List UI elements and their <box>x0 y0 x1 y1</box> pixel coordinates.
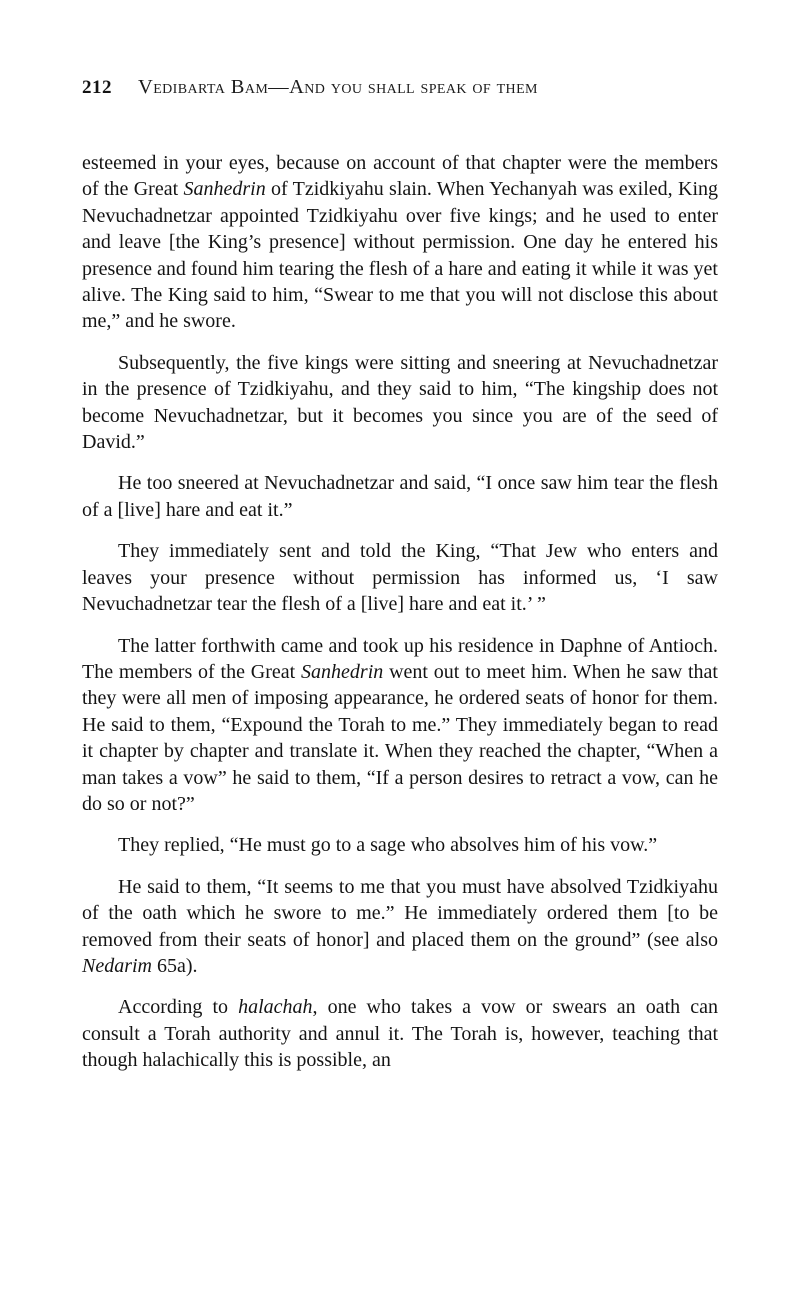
paragraph <box>82 994 718 1073</box>
paragraph <box>82 832 718 858</box>
text-run: The latter forthwith came and took up his residence in Daphne of Antioch. The members of the Great <box>82 634 718 683</box>
text-run: They immediately sent and told the King, “That Jew who enters and leaves your presence without permission has informed us, ‘I saw Nevuchadnetzar tear the flesh of a [live] hare and eat it.’ ” <box>82 540 718 616</box>
text-run: 65a). <box>152 954 198 977</box>
text-run: He said to them, “It seems to me that you must have absolved Tzidkiyahu of the oath which he swore to me.” He immediately ordered them [to be removed from their seats of honor] and placed them on the ground” (see also <box>82 875 718 951</box>
paragraph <box>82 633 718 818</box>
paragraph <box>82 538 718 617</box>
text-run: went out to meet him. When he saw that they were all men of imposing appearance, he ordered seats of honor for them. He said to them, “Expound the Torah to me.” They immediately began to read it chapter by chapter and translate it. When they reached the chapter, “When a man takes a vow” he said to them, “If a person desires to retract a vow, can he do so or not?” <box>82 660 718 815</box>
paragraph <box>82 150 718 335</box>
text-run: of Tzidkiyahu slain. When Yechanyah was exiled, King Nevuchadnetzar appointed Tzidkiyahu over five kings; and he used to enter and leave [the King’s presence] without permission. One day he entered his presence and found him tearing the flesh of a hare and eating it while it was yet alive. The King said to him, “Swear to me that you will not disclose this about me,” and he swore. <box>82 178 718 333</box>
page-number: 212 <box>82 77 112 98</box>
page-body <box>82 150 718 1074</box>
paragraph <box>82 350 718 456</box>
italic-run: halachah <box>238 996 313 1019</box>
paragraph <box>82 874 718 980</box>
text-run: They replied, “He must go to a sage who absolves him of his vow.” <box>118 834 658 857</box>
paragraph <box>82 470 718 523</box>
running-title: Vedibarta Bam—And you shall speak of them <box>138 76 538 98</box>
text-run: esteemed in your eyes, because on account of that chapter were the members of the Great <box>82 152 718 201</box>
text-run: He too sneered at Nevuchadnetzar and said, “I once saw him tear the flesh of a [live] hare and eat it.” <box>82 472 718 521</box>
text-run: According to <box>118 996 239 1019</box>
page-header <box>82 76 718 100</box>
italic-run: Nedarim <box>82 954 152 977</box>
italic-run: Sanhedrin <box>183 178 266 201</box>
text-run: , one who takes a vow or swears an oath can consult a Torah authority and annul it. The Torah is, however, teaching that though halachically this is possible, an <box>82 996 718 1072</box>
italic-run: Sanhedrin <box>301 660 384 683</box>
text-run: Subsequently, the five kings were sitting and sneering at Nevuchadnetzar in the presence of Tzidkiyahu, and they said to him, “The kingship does not become Nevuchadnetzar, but it becomes you since you are of the seed of David.” <box>82 351 718 454</box>
